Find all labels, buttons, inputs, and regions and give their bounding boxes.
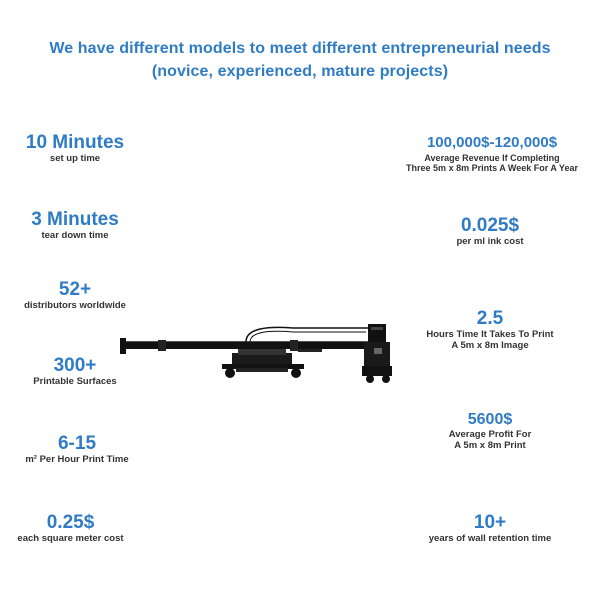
stat-value: 100,000$-120,000$: [426, 134, 558, 151]
stat-label: each square meter cost: [17, 533, 124, 544]
stat-value: 10+: [473, 512, 507, 533]
stat-distributors: [15, 279, 135, 312]
stat-teardown-time: [15, 209, 135, 242]
headline-line-2: (novice, experienced, mature projects): [151, 63, 449, 80]
stat-print-duration: [410, 308, 570, 351]
stat-label: set up time: [49, 153, 101, 164]
stat-value: 5600$: [467, 411, 513, 428]
stat-ink-cost: [425, 215, 555, 248]
stat-label: distributors worldwide: [24, 300, 126, 311]
stat-label-line-1: Average Revenue If Completing: [424, 153, 560, 163]
stat-label-line-1: Hours Time It Takes To Print: [426, 329, 554, 340]
stat-average-revenue: [392, 133, 592, 173]
stat-average-profit: [420, 410, 560, 451]
stat-label-line-2: Three 5m x 8m Prints A Week For A Year: [406, 163, 578, 173]
headline-line-1: We have different models to meet different entrepreneurial needs: [49, 40, 551, 57]
stat-value: 2.5: [476, 308, 504, 329]
stat-label-line-1: per ml ink cost: [456, 236, 524, 247]
stat-label-line-1: years of wall retention time: [428, 533, 552, 544]
stat-value: 300+: [53, 355, 97, 376]
stat-setup-time: [15, 132, 135, 165]
stat-label-line-1: Average Profit For: [448, 429, 532, 440]
stat-printable-surfaces: [15, 355, 135, 388]
stat-square-meter-cost: [8, 512, 133, 545]
stat-value: 0.25$: [46, 512, 95, 533]
stat-wall-retention: [410, 512, 570, 545]
wall-printer-machine-icon: [118, 320, 418, 388]
stat-label: m² Per Hour Print Time: [25, 454, 129, 465]
stat-value: 52+: [58, 279, 92, 300]
stat-value: 3 Minutes: [31, 209, 119, 230]
stat-print-speed: [12, 433, 142, 466]
stat-label-line-2: A 5m x 8m Print: [454, 439, 526, 451]
stat-label: tear down time: [41, 230, 109, 241]
headline: [0, 37, 600, 83]
stat-value: 0.025$: [460, 215, 520, 236]
stat-label-line-2: A 5m x 8m Image: [451, 339, 529, 351]
stat-label: Printable Surfaces: [33, 376, 117, 387]
stat-value: 6-15: [57, 433, 97, 454]
stat-value: 10 Minutes: [25, 132, 125, 153]
